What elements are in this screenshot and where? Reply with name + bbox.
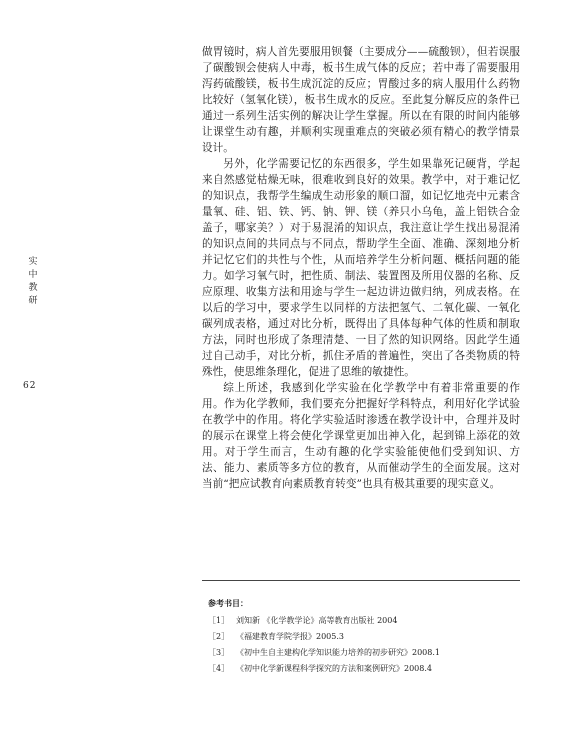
reference-number: ［3］ — [208, 648, 230, 657]
reference-item — [208, 630, 520, 644]
article-body — [202, 44, 520, 492]
reference-item — [208, 646, 520, 660]
references-title: 参考书目： — [208, 598, 248, 608]
references-section — [208, 596, 520, 678]
reference-text: 《初中化学新课程科学探究的方法和案例研究》2008.4 — [236, 664, 432, 673]
reference-number: ［1］ — [208, 616, 230, 625]
reference-item — [208, 662, 520, 676]
reference-text: 《初中生自主建构化学知识能力培养的初步研究》2008.1 — [236, 648, 440, 657]
side-label-char: 中 — [28, 270, 38, 280]
reference-item — [208, 614, 520, 628]
paragraph-conclusion: 综上所述，我感到化学实验在化学教学中有着非常重要的作用。作为化学教师，我们要充分把握好学科特点，利用好化学试验在教学中的作用。将化学实验适时渗透在教学设计中，合理并及时的展示在课堂上将会使化学课堂更加出神入化，起到锦上添花的效用。对于学生而言，生动有趣的化学实验能使他们受到知识、方法、能力、素质等多方位的教育，从而催动学生的全面发展。这对当前“把应试教育向素质教育转变”也具有极其重要的现实意义。 — [202, 382, 520, 490]
paragraph-continuation: 做胃镜时，病人首先要服用钡餐（主要成分——硫酸钡），但若误服了碳酸钡会使病人中毒，板书生成气体的反应；若中毒了需要服用泻药硫酸镁，板书生成沉淀的反应；胃酸过多的病人服用什么药物比较好（氢氧化镁），板书生成水的反应。至此复分解反应的条件已通过一系列生活实例的解决让学生掌握。所以在有限的时间内能够让课堂生动有趣，并顺利实现重难点的突破必须有精心的教学情景设计。 — [202, 46, 520, 154]
paragraph-memory: 另外，化学需要记忆的东西很多，学生如果靠死记硬背，学起来自然感觉枯燥无味，很难收到良好的效果。教学中，对于难记忆的知识点，我帮学生编成生动形象的顺口溜，如记忆地壳中元素含量氧、硅、铝、铁、钙、钠、钾、镁（养只小乌龟，盖上铝铁合金盖子，哪家美？）对于易混淆的知识点，我注意让学生找出易混淆的知识点间的共同点与不同点，帮助学生全面、准确、深刻地分析并记忆它们的共性与个性，从而培养学生分析问题、概括问题的能力。如学习氧气时，把性质、制法、装置图及所用仪器的名称、反应原理、收集方法和用途与学生一起边讲边做归纳，列成表格。在以后的学习中，要求学生以同样的方法把氢气、二氧化碳、一氧化碳列成表格，通过对比分析，既得出了具体每种气体的性质和制取方法，同时也形成了条理清楚、一目了然的知识网络。因此学生通过自己动手，对比分析，抓住矛盾的普遍性，突出了各类物质的特殊性，使思维条理化，促进了思维的敏捷性。 — [202, 158, 520, 378]
footnote-divider — [202, 580, 520, 581]
reference-number: ［2］ — [208, 632, 230, 641]
side-label-char: 教 — [28, 283, 38, 293]
reference-text: 《福建教育学院学报》2005.3 — [236, 632, 344, 641]
page-number: 62 — [23, 381, 37, 391]
side-label-char: 实 — [28, 257, 38, 267]
reference-text: 刘知新 《化学教学论》高等教育出版社 2004 — [236, 616, 398, 625]
reference-number: ［4］ — [208, 664, 230, 673]
side-label-char: 研 — [28, 296, 38, 306]
side-column-label — [26, 256, 40, 308]
